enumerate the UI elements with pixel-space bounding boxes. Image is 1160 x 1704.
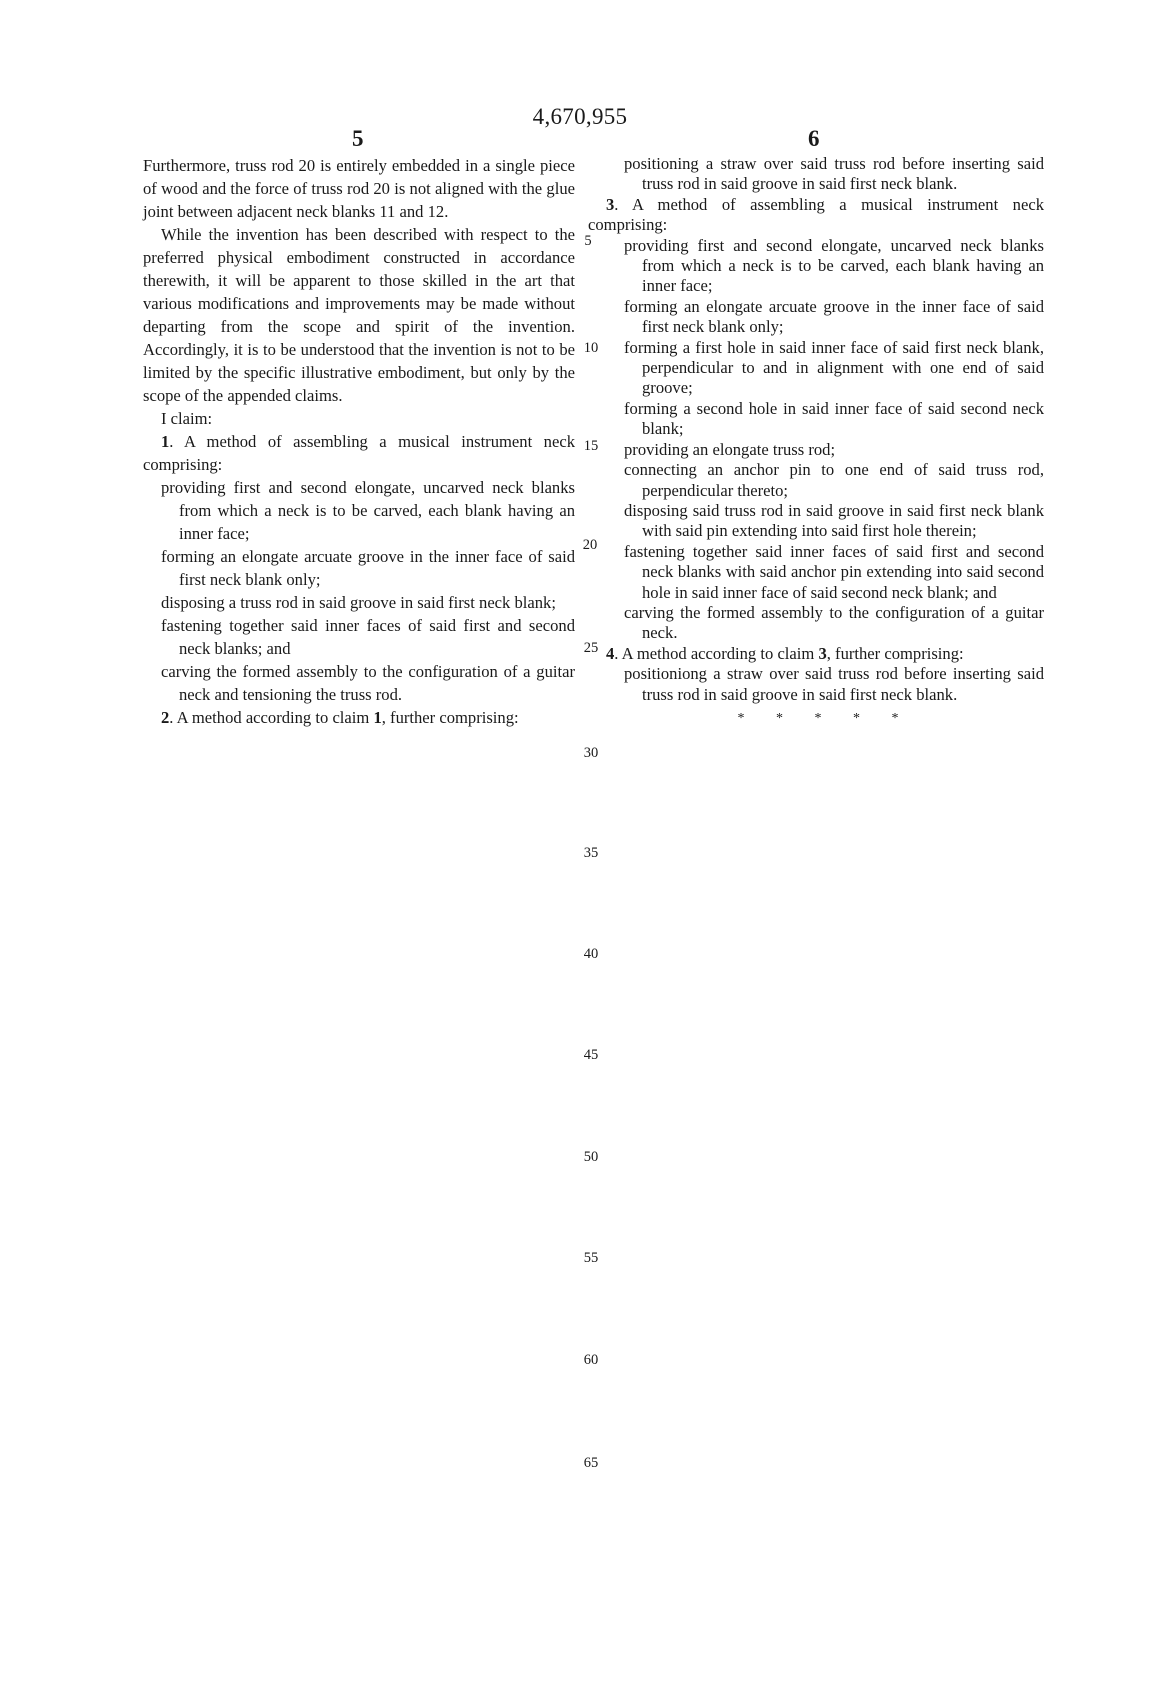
claim-1-step: forming an elongate arcuate groove in the inner face of said first neck blank only;	[161, 547, 575, 589]
claim-1-intro	[143, 430, 575, 476]
claim-2-step: positioning a straw over said truss rod before inserting said truss rod in said groove in said first neck blank.	[624, 154, 1044, 194]
claim-3-intro-text: . A method of assembling a musical instrument neck comprising:	[588, 194, 1044, 235]
claim-3-step: providing an elongate truss rod;	[624, 439, 836, 459]
line-number: 60	[583, 1352, 599, 1368]
left-column-number: 5	[352, 126, 364, 151]
line-number: 15	[583, 438, 599, 454]
claim-3-number: 3	[606, 194, 615, 214]
claim-4-text-pre: . A method according to claim	[614, 643, 819, 663]
claim-3-step: fastening together said inner faces of said first and second neck blanks with said anchor pin extending into said second hole in said inner face of said second neck blank; and	[624, 541, 1044, 602]
claim-2-text-post: , further comprising:	[381, 708, 519, 727]
claim-3-step: forming a second hole in said inner face of said second neck blank;	[624, 398, 1044, 439]
claim-3-intro	[588, 195, 1044, 236]
line-number: 20	[582, 537, 598, 553]
claim-3-step: forming a first hole in said inner face of said first neck blank, perpendicular to and in alignment with one end of said groove;	[624, 337, 1044, 398]
i-claim-heading: I claim:	[161, 409, 213, 428]
claim-4-intro	[588, 644, 1044, 664]
claim-1-step: fastening together said inner faces of said first and second neck blanks; and	[161, 616, 575, 658]
claim-2-text-pre: . A method according to claim	[169, 708, 374, 727]
claim-4-number: 4	[606, 643, 615, 663]
line-number: 35	[583, 845, 599, 861]
claim-4-text-post: , further comprising:	[826, 643, 964, 663]
claim-2-number: 2	[161, 708, 170, 727]
claim-1-number: 1	[161, 432, 170, 451]
paragraph-conclusion: While the invention has been described with respect to the preferred physical embodiment constructed in accordance therewith, it will be apparent to those skilled in the art that various modifications and improvements may be made without departing from the scope and spirit of the invention. Accordingly, it is to be understood that the invention is not to be limited by the specific illustrative embodiment, but only by the scope of the appended claims.	[143, 225, 575, 405]
line-number: 55	[583, 1250, 599, 1266]
claim-4-ref: 3	[818, 643, 827, 663]
right-column-number: 6	[808, 126, 820, 151]
claim-2-intro	[143, 706, 575, 729]
left-column	[143, 154, 575, 729]
line-number: 10	[583, 340, 599, 356]
claim-1-step: providing first and second elongate, uncarved neck blanks from which a neck is to be carved, each blank having an inner face;	[161, 478, 575, 543]
claim-1-step: carving the formed assembly to the configuration of a guitar neck and tensioning the truss rod.	[161, 662, 575, 704]
claim-3-step: connecting an anchor pin to one end of said truss rod, perpendicular thereto;	[624, 460, 1044, 500]
line-number: 65	[583, 1455, 599, 1471]
claim-3-step: forming an elongate arcuate groove in the inner face of said first neck blank only;	[624, 296, 1044, 337]
end-of-document-marks: * * * * *	[737, 710, 913, 726]
line-number: 50	[583, 1149, 599, 1165]
claim-2-ref: 1	[373, 708, 382, 727]
line-number: 25	[583, 640, 599, 656]
line-number: 30	[583, 745, 599, 761]
claim-3-step: disposing said truss rod in said groove in said first neck blank with said pin extending into said first hole therein;	[624, 500, 1044, 541]
line-number: 40	[583, 946, 599, 962]
claim-3-step: providing first and second elongate, uncarved neck blanks from which a neck is to be carved, each blank having an inner face;	[624, 235, 1044, 296]
line-number: 45	[583, 1047, 599, 1063]
line-number: 5	[584, 233, 592, 249]
claim-3-step: carving the formed assembly to the configuration of a guitar neck.	[624, 602, 1044, 643]
claim-1-step: disposing a truss rod in said groove in said first neck blank;	[161, 593, 556, 612]
claim-1-intro-text: . A method of assembling a musical instrument neck comprising:	[143, 432, 575, 474]
claim-4-step: positioniong a straw over said truss rod before inserting said truss rod in said groove in said first neck blank.	[624, 664, 1044, 704]
patent-number: 4,670,955	[532, 104, 628, 129]
paragraph-truss-rod: Furthermore, truss rod 20 is entirely embedded in a single piece of wood and the force of truss rod 20 is not aligned with the glue joint between adjacent neck blanks 11 and 12.	[143, 156, 575, 221]
